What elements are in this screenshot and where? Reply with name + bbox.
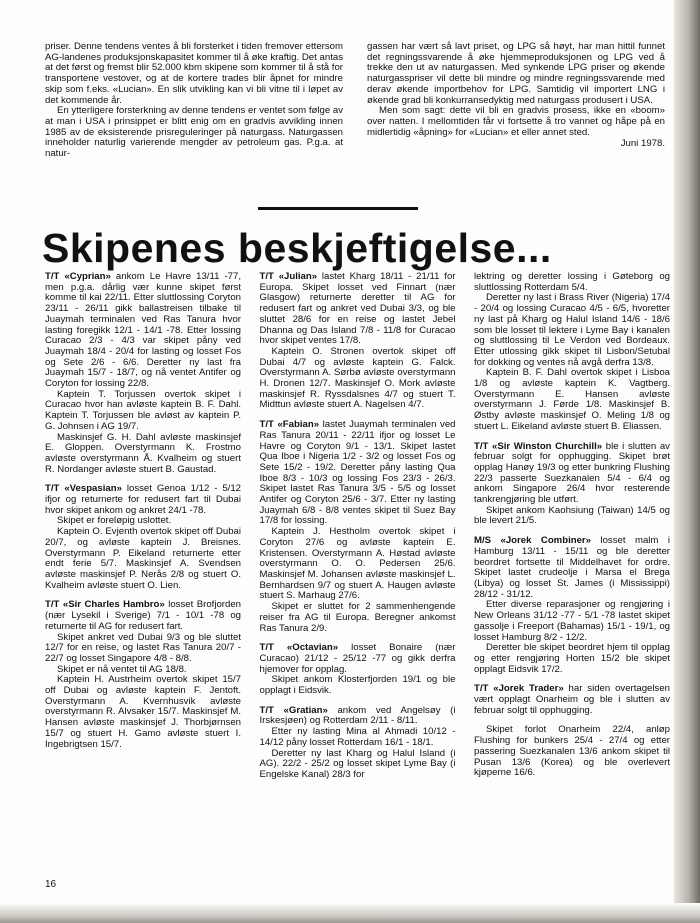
paragraph xyxy=(45,42,343,106)
paragraph xyxy=(260,749,456,781)
paragraph-text: Deretter ny last Kharg og Halul Island (i AG). 22/2 - 25/2 og losset skipet Lyme Bay (i Engelske Kanal) 28/3 for xyxy=(259,747,456,780)
paragraph xyxy=(45,272,241,390)
ship-name: T/T «Vespasian» xyxy=(45,483,122,495)
article-body xyxy=(45,272,670,781)
paragraph-text: Skipet ankret ved Dubai 9/3 og ble sluttet 12/7 for en reise, og lastet Ras Tanura 20/7 - 22/7 og losset Singapore 4/8 - 8/8. xyxy=(45,631,241,664)
paragraph xyxy=(260,727,456,748)
book-spine-shadow xyxy=(674,0,700,923)
intro-section xyxy=(45,42,665,160)
paragraph xyxy=(45,527,241,591)
paragraph xyxy=(474,684,670,716)
paragraph-text: lastet Juaymah terminalen ved Ras Tanura 20/11 - 22/11 ifjor og losset Le Havre og Coryton 9/1 - 13/1. Skipet lastet Qua Iboe i Nigeria 1/2 - 3/2 og losset Fos og Sete 15/2 - 19/2. Deretter påny lasting Qua Iboe 8/3 - 10/3 og lossing Fos 23/3 - 26/3. Skipet lastet Ras Tanura 3/5 - 5/5 og losset Antifer og Coryton 25/6 - 3/7. Etter ny lasting Juaymah 6/8 - 8/8 ventes skipet til Suez Bay 17/8 for lossing. xyxy=(259,419,456,527)
paragraph xyxy=(474,442,670,506)
paragraph xyxy=(45,390,241,433)
paragraph-text: Deretter ble skipet beordret hjem til opplag og etter rengjøring Horten 15/2 ble skipet opplagt Eidsvik 17/2. xyxy=(474,642,670,675)
article-column-3 xyxy=(474,272,670,781)
paragraph xyxy=(260,527,456,602)
paragraph xyxy=(45,675,241,750)
paragraph-text: gassen har vært så lavt priset, og LPG så høyt, har man hittil funnet det regningssvarende å øke hjemmeproduksjonen og LPG ved å trekke den ut av naturgassen. Med synkende LPG priser og økende naturgasspriser vil dette bli mindre og mindre regningssvarende med derav økende importbehov for LPG. Samtidig vil importert LNG i økende grad bli konkurransedyktig med naturgass produsert i USA. xyxy=(367,41,665,106)
paragraph-text: Skipet er foreløpig uslottet. xyxy=(57,515,172,527)
paragraph-text: Etter ny lasting Mina al Ahmadi 10/12 - 14/12 påny losset Rotterdam 16/1 - 18/1. xyxy=(259,726,456,748)
ship-name: T/T «Sir Winston Churchill» xyxy=(474,440,603,452)
page-number: 16 xyxy=(45,879,57,890)
paragraph-text: ble i slutten av februar solgt for opphugging. Skipet brøt opplag Hanøy 19/3 og etter bunkring Flushing 22/3 passerte Suezkanalen 5/4 - 6/4 og ankom Singapore 26/4 hvor resterende tankrengjøring ble utført. xyxy=(474,440,670,506)
paragraph-text: losset Genoa 1/12 - 5/12 ifjor og returnerte for redusert fart til Dubai hvor skipet ankom og ankret 24/1 -78. xyxy=(45,483,242,516)
paragraph-text: lastet Kharg 18/11 - 21/11 for Europa. Skipet losset ved Finnart (nær Glasgow) returnerte deretter til AG for redusert fart og ankret ved Dubai 3/3, og ble sluttet 28/6 for en reise og lastet Jebel Dhanna og Das Island 7/8 - 11/8 for Curacao hvor skipet ventes 17/8. xyxy=(259,271,456,347)
paragraph xyxy=(260,706,456,727)
paragraph-text: Kaptein B. F. Dahl overtok skipet i Lisboa 1/8 og avløste kaptein K. Vagtberg. Overstyrmann E. Hansen avløste overstyrmann J. Førde 1/8. Maskinsjef B. Østby avløste maskinsjef O. Meling 1/8 og stuert L. Eikeland avløste stuert B. Eliassen. xyxy=(474,367,670,432)
paragraph-text: Skipet ankom Kaohsiung (Taiwan) 14/5 og ble levert 21/5. xyxy=(474,504,670,527)
intro-date: Juni 1978. xyxy=(620,138,665,150)
paragraph xyxy=(474,600,670,643)
paragraph-text: priser. Denne tendens ventes å bli forsterket i tiden fremover ettersom AG-landenes produksjonskapasitet kommer til å øke kraftig. Det antas at det først og fremst blir 52.000 kbm skipene som kommer til å stå for transportene vestover, og at de kortere trades blir åpnet for mindre skip som f.eks. «Lucian». En slik utvikling kan vi bli vitne til i løpet av det kommende år. xyxy=(45,41,343,106)
section-divider-rule xyxy=(258,207,418,210)
paragraph-text: losset malm i Hamburg 13/11 - 15/11 og ble deretter beordret fortsette til Middelhavet for ordre. Skipet lastet crudeolje i Marsa el Brega (Libya) og losset St. James (i Mississippi) 28/12 - 31/12. xyxy=(474,535,671,600)
article-column-2 xyxy=(260,272,456,781)
intro-column-left xyxy=(45,42,343,160)
paragraph xyxy=(260,602,456,634)
paragraph xyxy=(45,106,343,160)
ship-name: M/S «Jorek Combiner» xyxy=(474,535,592,547)
paragraph xyxy=(474,368,670,432)
paragraph-text: Etter diverse reparasjoner og rengjøring i New Orleans 31/12 -77 - 5/1 -78 lastet skipet gassolje i Freeport (Bahamas) 15/1 - 19/1, og losset Hamburg 8/2 - 12/2. xyxy=(474,599,670,643)
paragraph xyxy=(45,484,241,516)
paragraph-text: Deretter ny last i Brass River (Nigeria) 17/4 - 20/4 og lossing Curacao 4/5 - 6/5, hvoretter ny last på Kharg og Halul Island 14/6 - 18/6 som ble losset til lektere i Lyme Bay i kanalen og sluttlossing til Le Verdon ved Bordeaux. Etter utlossing gikk skipet til Lisbon/Setubal for dokking og ventes nå avgå derfra 13/8. xyxy=(474,292,670,368)
paragraph xyxy=(367,42,665,106)
paragraph-text: Skipet forlot Onarheim 22/4, anløp Flushing for bunkers 25/4 - 27/4 og etter passering Suezkanalen 13/6 ankom skipet til Pusan 13/6 (Korea) og ble overlevert kjøperne 16/6. xyxy=(474,724,670,779)
paragraph xyxy=(45,600,241,632)
paragraph-text: losset Brofjorden (nær Lysekil i Sverige) 7/1 - 10/1 -78 og returnerte til AG for redusert fart. xyxy=(45,599,242,632)
paragraph-text: Kaptein H. Austrheim overtok skipet 15/7 off Dubai og avløste kaptein F. Jentoft. Overstyrmann A. Kvernhusvik avløste overstyrmann R. Alvsaker 15/7. Maskinsjef M. Hansen avløste maskinsjef J. Thorbjørnsen 15/7 og stuert H. Gamo avløste stuert I. Ingebrigtsen 15/7. xyxy=(45,674,241,750)
ship-name: T/T «Octavian» xyxy=(259,642,339,654)
paragraph xyxy=(260,675,456,696)
paragraph-text: Kaptein O. Stronen overtok skipet off Dubai 4/7 og avløste kaptein G. Falck. Overstyrmann A. Sørbø avløste overstyrmann H. Dronen 12/7. Maskinsjef O. Mork avløste maskinsjef R. Ryssdalsnes 4/7 og stuert T. Midttun avløste stuert A. Nagelsen 4/7. xyxy=(259,345,456,411)
paragraph xyxy=(260,272,456,347)
page-bottom-edge xyxy=(0,903,700,923)
paragraph-text: Skipet er sluttet for 2 sammenhengende reiser fra AG til Europa. Beregner ankomst Ras Tanura 2/9. xyxy=(259,601,456,634)
paragraph xyxy=(45,633,241,665)
ship-name: T/T «Gratian» xyxy=(259,704,328,716)
paragraph-text: har siden overtagelsen vært opplagt Onarheim og ble i slutten av februar solgt til opphugging. xyxy=(474,683,670,716)
paragraph xyxy=(45,433,241,476)
article-title: Skipenes beskjeftigelse... xyxy=(42,225,552,271)
paragraph-text: ankom ved Angelsøy (i Irskesjøen) og Rotterdam 2/11 - 8/11. xyxy=(259,704,456,727)
paragraph-text: Maskinsjef G. H. Dahl avløste maskinsjef E. Gloppen. Overstyrmann K. Frostmo avløste overstyrmann Å. Kvalheim og stuert R. Nordanger avløste stuert B. Gaustad. xyxy=(45,431,241,475)
paragraph xyxy=(260,643,456,675)
ship-name: T/T «Julian» xyxy=(259,271,318,282)
paragraph-text: ankom Le Havre 13/11 -77, men p.g.a. dårlig vær kunne skipet først komme til kai 22/11. Etter sluttlossing Coryton 23/11 - 26/11 gikk ballastreisen tilbake til Juaymah terminalen ved Ras Tanura hvor lasting foregikk 12/1 - 14/1 -78. Etter lossing Curacao 2/3 - 4/3 var skipet påny ved Juaymah 18/4 - 20/4 for lasting og losset Fos og Sete 2/6 - 6/6. Deretter ny last fra Juaymah 15/7 - 18/7, og nå ventet Antifer og Coryton for lossing 22/8. xyxy=(45,271,241,390)
paragraph xyxy=(474,536,670,600)
ship-name: T/T «Jorek Trader» xyxy=(474,683,564,695)
paragraph xyxy=(367,106,665,138)
paragraph xyxy=(474,506,670,527)
paragraph xyxy=(474,725,670,779)
paragraph-text: Men som sagt: dette vil bli en gradvis prosess, ikke en «boom» over natten. I mellomtiden får vi fortsette å tro vannet og håpe på en midlertidig «åpning» for «Lucian» et eller annet sted. xyxy=(367,105,665,138)
paragraph xyxy=(260,420,456,527)
paragraph xyxy=(474,272,670,293)
paragraph-text: En ytterligere forsterkning av denne tendens er ventet som følge av at man i USA i prinsippet er blitt enig om en gradvis avvikling innen 1985 av de eksisterende prisreguleringer på naturgass. Naturgassen inneholder naturlig varierende mengder av petroleum gas. P.g.a. at natur- xyxy=(45,105,343,160)
paragraph-text: lektring og deretter lossing i Gøteborg og sluttlossing Rotterdam 5/4. xyxy=(474,271,670,293)
paragraph-text: Skipet ankom Klosterfjorden 19/1 og ble opplagt i Eidsvik. xyxy=(259,674,456,697)
paragraph xyxy=(474,643,670,675)
intro-column-right xyxy=(367,42,665,160)
paragraph xyxy=(260,347,456,411)
paragraph xyxy=(474,293,670,368)
paragraph-text: Kaptein T. Torjussen overtok skipet i Curacao hvor han avløste kaptein B. F. Dahl. Kaptein T. Torjussen ble avløst av kaptein P. G. Johnsen i AG 19/7. xyxy=(45,388,241,432)
paragraph-text: losset Bonaire (nær Curacao) 21/12 - 25/12 -77 og gikk derfra hjemover for opplag. xyxy=(259,642,456,675)
paragraph-text: Kaptein J. Hestholm overtok skipet i Coryton 27/6 og avløste kaptein E. Kristensen. Overstyrmann A. Høstad avløste overstyrmann O. O. Pedersen 25/6. Maskinsjef M. Johansen avløste maskinsjef L. Bernhardsen 9/7 og stuert A. Haugen avløste stuert S. Marhaug 27/6. xyxy=(259,526,456,602)
paragraph-text: Kaptein O. Evjenth overtok skipet off Dubai 20/7, og avløste kaptein J. Breisnes. Overstyrmann P. Eikeland returnerte etter endt ferie 5/7. Maskinsjef A. Svendsen avløste maskinsjef P. Nerås 2/8 og stuert O. Kvalheim avløste stuert O. Lien. xyxy=(45,526,241,591)
ship-name: T/T «Fabian» xyxy=(259,419,320,431)
paragraph-text: Skipet er nå ventet til AG 18/8. xyxy=(57,663,187,675)
article-column-1 xyxy=(45,272,241,781)
ship-name: T/T «Sir Charles Hambro» xyxy=(45,599,165,611)
ship-name: T/T «Cyprian» xyxy=(45,271,111,282)
